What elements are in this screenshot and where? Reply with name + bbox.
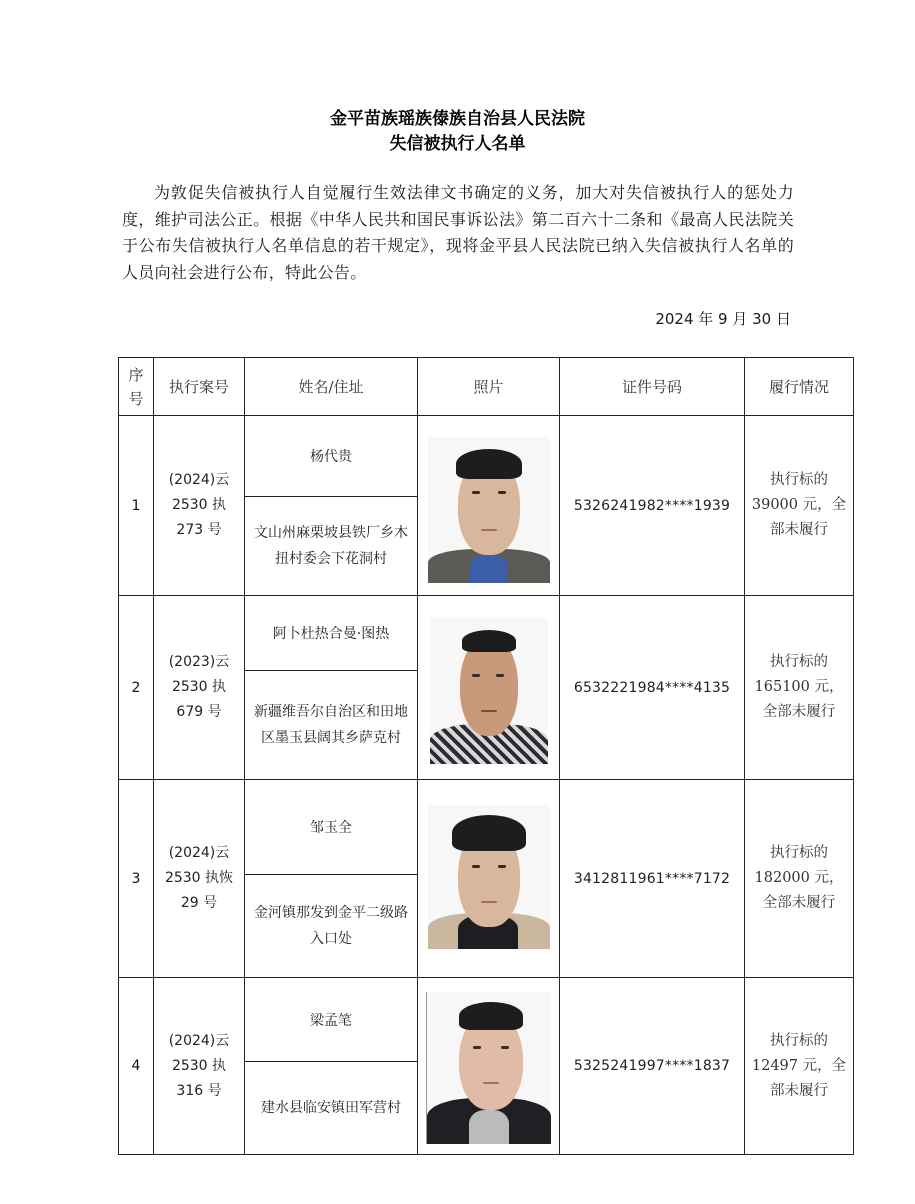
announcement-paragraph (122, 180, 794, 286)
address-cell: 新疆维吾尔自治区和田地区墨玉县阔其乡萨克村 (245, 671, 418, 780)
case-line: 29 号 (180, 895, 218, 911)
status-cell (745, 978, 854, 1155)
status-line: 执行标的 (770, 472, 828, 488)
photo-cell (418, 416, 560, 596)
case-line: 273 号 (176, 522, 222, 538)
portrait-photo (428, 437, 550, 583)
status-line: 12497 元，全 (751, 1057, 847, 1074)
status-line: 165100 元， (754, 679, 844, 695)
portrait-photo (428, 805, 550, 949)
case-line: 2530 执 (171, 679, 227, 695)
table-row (119, 780, 854, 875)
status-cell (745, 596, 854, 780)
header-seq (119, 358, 154, 416)
photo-cell (418, 978, 560, 1155)
status-line: 部未履行 (770, 1082, 828, 1099)
photo-cell (418, 780, 560, 978)
header-photo: 照片 (418, 358, 560, 416)
header-id-no: 证件号码 (560, 358, 745, 416)
table-header-row (119, 358, 854, 416)
header-name-address: 姓名/住址 (245, 358, 418, 416)
status-line: 全部未履行 (762, 895, 836, 911)
header-case-no: 执行案号 (154, 358, 245, 416)
id-no-cell: 3412811961****7172 (560, 780, 745, 978)
case-line: 2530 执恢 (164, 870, 234, 886)
case-no-cell (154, 978, 245, 1155)
id-no-cell: 6532221984****4135 (560, 596, 745, 780)
table-row (119, 596, 854, 671)
court-name: 金平苗族瑶族傣族自治县人民法院 (330, 109, 585, 129)
announcement-text: 为敦促失信被执行人自觉履行生效法律文书确定的义务，加大对失信被执行人的惩处力度，维护司法公正。根据《中华人民共和国民事诉讼法》第二百六十二条和《最高人民法院关于公布失信被执行人名单信息的若干规定》，现将金平县人民法院已纳入失信被执行人名单的人员向社会进行公布，特此公告。 (122, 183, 794, 282)
list-title: 失信被执行人名单 (389, 134, 526, 154)
header-status: 履行情况 (745, 358, 854, 416)
publish-date: 2024 年 9 月 30 日 (655, 310, 791, 328)
header-seq-line: 序 (128, 365, 144, 384)
address-cell: 建水县临安镇田军营村 (245, 1062, 418, 1155)
id-no-cell: 5325241997****1837 (560, 978, 745, 1155)
status-line: 39000 元，全 (751, 497, 847, 513)
status-line: 执行标的 (770, 1032, 828, 1049)
status-line: 部未履行 (770, 522, 828, 538)
case-line: (2024)云 (168, 472, 230, 488)
defaulters-table (118, 357, 854, 1155)
case-no-cell (154, 780, 245, 978)
portrait-photo (426, 992, 551, 1144)
photo-cell (418, 596, 560, 780)
seq-cell: 1 (119, 416, 154, 596)
status-line: 182000 元， (754, 870, 844, 886)
case-line: (2023)云 (168, 654, 230, 670)
case-no-cell (154, 416, 245, 596)
name-cell: 阿卜杜热合曼·图热 (245, 596, 418, 671)
seq-cell: 3 (119, 780, 154, 978)
table-row (119, 978, 854, 1062)
status-line: 全部未履行 (762, 704, 836, 720)
case-no-cell (154, 596, 245, 780)
portrait-photo (430, 618, 548, 764)
table-row (119, 416, 854, 497)
address-cell: 金河镇那发到金平二级路入口处 (245, 875, 418, 978)
case-line: 2530 执 (171, 497, 227, 513)
document-title (0, 107, 915, 157)
status-cell (745, 416, 854, 596)
case-line: 679 号 (176, 704, 222, 720)
name-cell: 杨代贵 (245, 416, 418, 497)
name-cell: 邹玉全 (245, 780, 418, 875)
header-seq-line: 号 (128, 389, 144, 408)
case-line: (2024)云 (168, 1032, 230, 1049)
case-line: 316 号 (176, 1082, 222, 1099)
address-cell: 文山州麻栗坡县铁厂乡木扭村委会下花洞村 (245, 497, 418, 596)
name-cell: 梁孟笔 (245, 978, 418, 1062)
status-cell (745, 780, 854, 978)
case-line: 2530 执 (171, 1057, 227, 1074)
case-line: (2024)云 (168, 845, 230, 861)
seq-cell: 2 (119, 596, 154, 780)
status-line: 执行标的 (770, 654, 828, 670)
status-line: 执行标的 (770, 845, 828, 861)
id-no-cell: 5326241982****1939 (560, 416, 745, 596)
seq-cell: 4 (119, 978, 154, 1155)
